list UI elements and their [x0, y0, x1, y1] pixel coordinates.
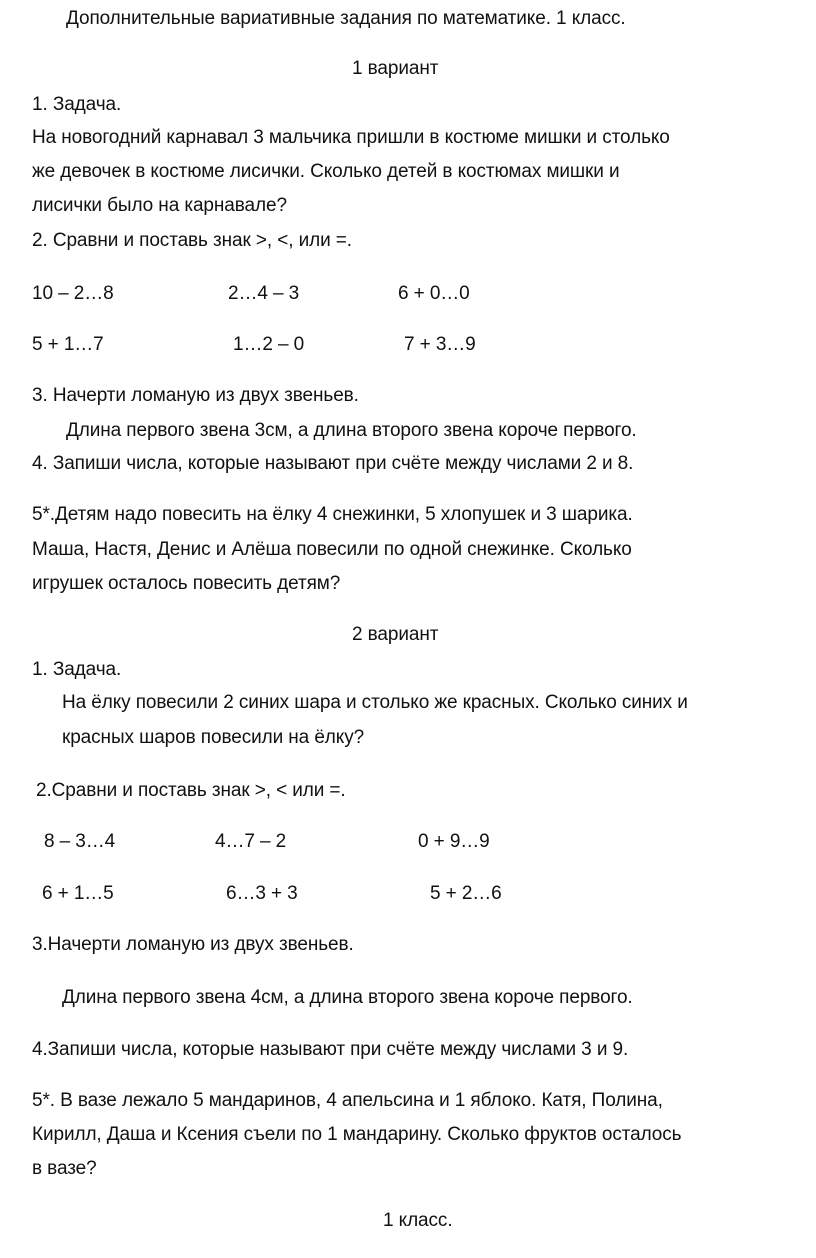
v1-expr-2-3: 7 + 3…9 — [404, 334, 476, 355]
v1-task-1-line-2: же девочек в костюме лисички. Сколько детей в костюмах мишки и — [32, 161, 620, 182]
v2-task-1-line-2: красных шаров повесили на ёлку? — [62, 727, 365, 748]
v2-expr-1-1: 8 – 3…4 — [44, 831, 116, 852]
v1-task-5-line-2: Маша, Настя, Денис и Алёша повесили по одной снежинке. Сколько — [32, 539, 632, 560]
v1-task-3-title: 3. Начерти ломаную из двух звеньев. — [32, 385, 359, 406]
v1-expr-1-3: 6 + 0…0 — [398, 283, 470, 304]
v2-task-3-title: 3.Начерти ломаную из двух звеньев. — [32, 934, 354, 955]
v1-task-5-line-3: игрушек осталось повесить детям? — [32, 573, 341, 594]
footer-grade: 1 класс. — [383, 1210, 453, 1231]
v2-task-5-line-2: Кирилл, Даша и Ксения съели по 1 мандарину. Сколько фруктов осталось — [32, 1124, 682, 1145]
v1-task-1-title: 1. Задача. — [32, 94, 122, 115]
page-title: Дополнительные вариативные задания по математике. 1 класс. — [66, 8, 626, 29]
v2-task-5-line-3: в вазе? — [32, 1158, 97, 1179]
v2-expr-1-2: 4…7 – 2 — [215, 831, 287, 852]
v1-expr-1-1: 10 – 2…8 — [32, 283, 114, 304]
v1-task-2-title: 2. Сравни и поставь знак >, <, или =. — [32, 230, 352, 251]
v1-task-3-line: Длина первого звена 3см, а длина второго звена короче первого. — [66, 420, 637, 441]
v1-expr-1-2: 2…4 – 3 — [228, 283, 300, 304]
v2-expr-2-2: 6…3 + 3 — [226, 883, 298, 904]
v1-task-1-line-3: лисички было на карнавале? — [32, 195, 287, 216]
variant-2-heading: 2 вариант — [352, 624, 439, 645]
v2-task-4-title: 4.Запиши числа, которые называют при счёте между числами 3 и 9. — [32, 1039, 629, 1060]
v2-expr-1-3: 0 + 9…9 — [418, 831, 490, 852]
v2-expr-2-1: 6 + 1…5 — [42, 883, 114, 904]
v1-task-1-line-1: На новогодний карнавал 3 мальчика пришли в костюме мишки и столько — [32, 127, 670, 148]
v1-expr-2-2: 1…2 – 0 — [233, 334, 305, 355]
v1-task-4-title: 4. Запиши числа, которые называют при счёте между числами 2 и 8. — [32, 453, 634, 474]
v1-expr-2-1: 5 + 1…7 — [32, 334, 104, 355]
v2-expr-2-3: 5 + 2…6 — [430, 883, 502, 904]
v2-task-2-title: 2.Сравни и поставь знак >, < или =. — [36, 780, 346, 801]
variant-1-heading: 1 вариант — [352, 58, 439, 79]
v2-task-1-title: 1. Задача. — [32, 659, 122, 680]
v2-task-3-line: Длина первого звена 4см, а длина второго звена короче первого. — [62, 987, 633, 1008]
v2-task-5-line-1: 5*. В вазе лежало 5 мандаринов, 4 апельсина и 1 яблоко. Катя, Полина, — [32, 1090, 663, 1111]
v2-task-1-line-1: На ёлку повесили 2 синих шара и столько же красных. Сколько синих и — [62, 692, 688, 713]
v1-task-5-line-1: 5*.Детям надо повесить на ёлку 4 снежинки, 5 хлопушек и 3 шарика. — [32, 504, 633, 525]
